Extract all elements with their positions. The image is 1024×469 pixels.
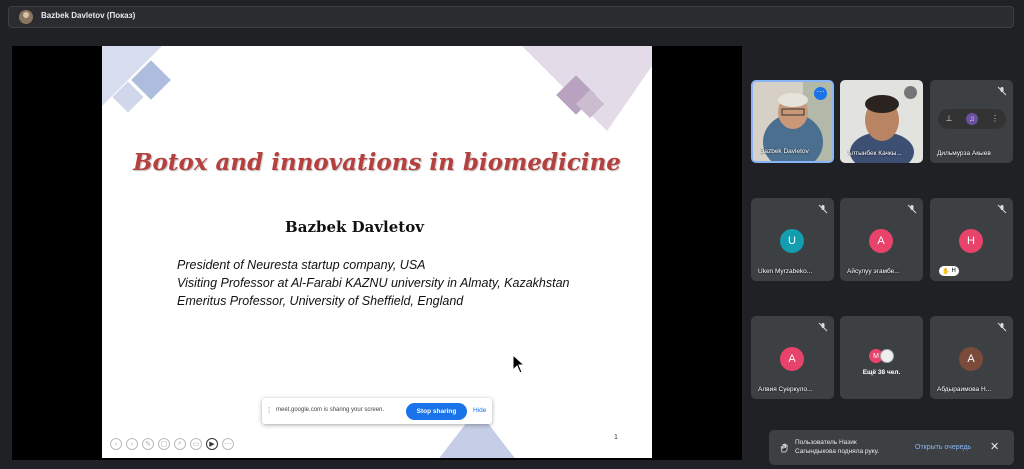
next-slide-icon[interactable]: › <box>126 438 138 450</box>
hand-icon: ✋ <box>942 268 950 275</box>
slide-line-3: Emeritus Professor, University of Sheffield, England <box>177 294 464 308</box>
participant-avatar: M <box>869 349 883 363</box>
mic-off-icon <box>907 204 917 214</box>
slide-decoration-top-left <box>102 46 192 136</box>
presenter-avatar-icon <box>19 10 33 24</box>
hide-button[interactable]: Hide <box>473 407 487 414</box>
tile-controls <box>938 109 1006 129</box>
more-participants-tile[interactable] <box>840 316 923 399</box>
slides-icon[interactable]: ▢ <box>158 438 170 450</box>
participant-name: Bazbek Davletov <box>760 148 809 155</box>
notification-line-1: Пользователь Назик <box>795 439 857 446</box>
participant-tile[interactable] <box>751 198 834 281</box>
participant-avatar: A <box>869 229 893 253</box>
slide <box>102 46 652 458</box>
participant-name: Абдыраимова Н... <box>937 386 992 393</box>
slide-decoration-top-right <box>522 46 652 136</box>
window-title: Bazbek Davletov (Показ) <box>41 11 136 20</box>
mic-off-icon <box>997 322 1007 332</box>
raised-hand-initial: H <box>951 268 956 274</box>
participant-name: Алвия Суеркуло... <box>758 386 813 393</box>
raised-hand-notification <box>769 430 1014 465</box>
raised-hand-badge <box>939 266 959 276</box>
mute-icon[interactable]: ♫ <box>966 113 978 125</box>
hand-icon <box>779 443 789 453</box>
slide-page-number: 1 <box>614 434 618 441</box>
participant-tile[interactable] <box>840 198 923 281</box>
slide-line-1: President of Neuresta startup company, USA <box>177 258 426 272</box>
participant-tile[interactable] <box>930 80 1013 163</box>
mouse-cursor-icon <box>512 354 526 374</box>
slide-line-2: Visiting Professor at Al-Farabi KAZNU university in Almaty, Kazakhstan <box>177 276 570 290</box>
drag-handle-icon[interactable]: ⁞ <box>268 406 271 415</box>
mic-off-icon <box>818 322 828 332</box>
more-participants-label: Ещё 38 чел. <box>862 369 901 376</box>
more-vert-icon[interactable]: ··· <box>814 87 827 100</box>
participant-avatar <box>880 349 894 363</box>
more-options-icon[interactable]: ⋯ <box>222 438 234 450</box>
pen-icon[interactable]: ✎ <box>142 438 154 450</box>
mic-off-icon <box>997 204 1007 214</box>
participant-avatar: A <box>959 347 983 371</box>
subtitles-icon[interactable]: ▭ <box>190 438 202 450</box>
participant-name: Алтынбек Качкы... <box>847 150 902 157</box>
prev-slide-icon[interactable]: ‹ <box>110 438 122 450</box>
mic-off-icon <box>818 204 828 214</box>
participant-tile[interactable] <box>751 316 834 399</box>
window-title-bar <box>8 6 1014 28</box>
participant-tile[interactable] <box>751 80 834 163</box>
close-icon[interactable]: ✕ <box>990 441 1000 453</box>
participant-avatar: A <box>780 347 804 371</box>
more-vert-icon[interactable]: ⋮ <box>991 114 999 123</box>
mic-off-icon <box>997 86 1007 96</box>
participant-tile[interactable] <box>840 80 923 163</box>
top-bar <box>0 0 1024 34</box>
participant-avatar: H <box>959 229 983 253</box>
participant-name: Дильмурза Акыев <box>937 150 991 157</box>
camera-icon[interactable]: ▶ <box>206 438 218 450</box>
participant-avatar: U <box>780 229 804 253</box>
participant-tile[interactable] <box>930 316 1013 399</box>
slide-author: Bazbek Davletov <box>285 218 424 236</box>
zoom-icon[interactable]: ⌕ <box>174 438 186 450</box>
screen-share-bar <box>262 398 492 424</box>
slide-controls <box>110 438 234 452</box>
stop-sharing-button[interactable]: Stop sharing <box>406 403 467 420</box>
open-queue-button[interactable]: Открыть очередь <box>915 444 972 451</box>
slide-title: Botox and innovations in biomedicine <box>133 149 621 176</box>
mic-off-icon <box>904 86 917 99</box>
pin-icon[interactable]: ⊥ <box>945 114 953 123</box>
presentation-stage[interactable] <box>12 46 742 460</box>
participant-name: Айсулуу эгамбе... <box>847 268 900 275</box>
participant-name: Uken Myrzabeko... <box>758 268 813 275</box>
share-message: meet.google.com is sharing your screen. <box>276 407 385 413</box>
notification-line-2: Сагындыкова подняла руку. <box>795 448 880 455</box>
notification-text <box>795 438 879 456</box>
participant-tile[interactable] <box>930 198 1013 281</box>
